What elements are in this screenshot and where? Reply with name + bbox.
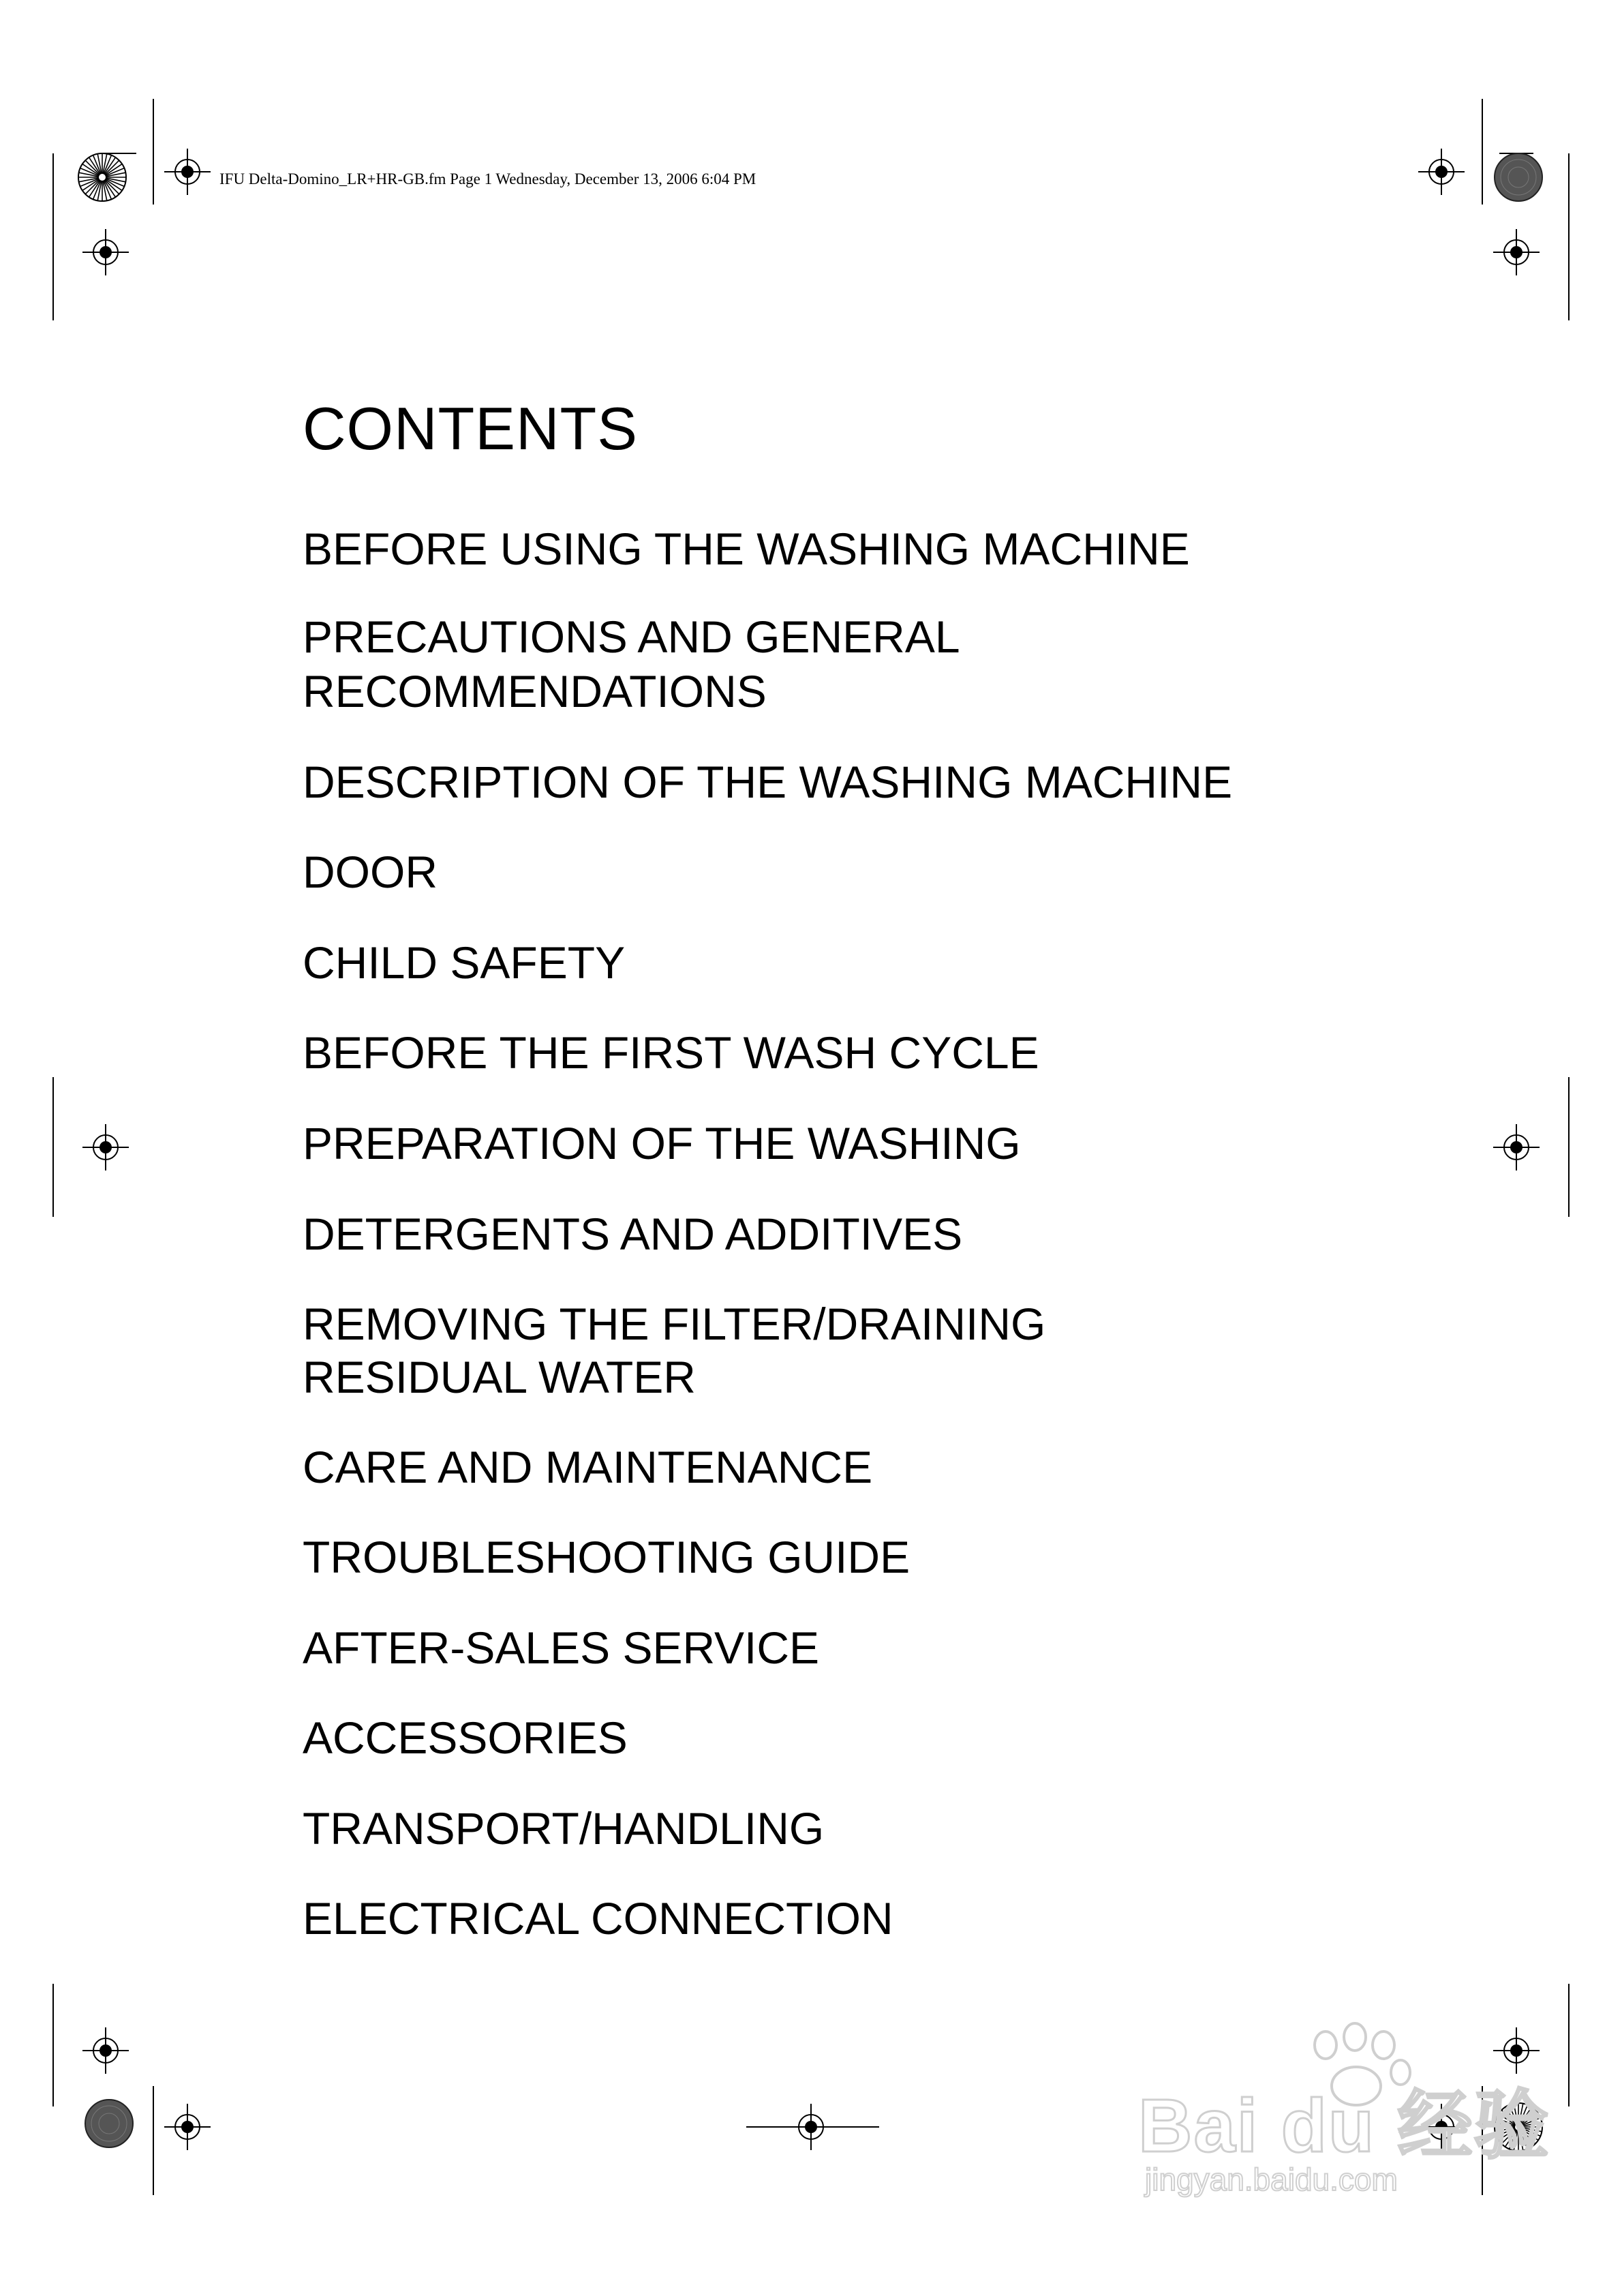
toc-item: DOOR <box>303 847 438 897</box>
solid-registration-circle-icon <box>85 2100 133 2147</box>
registration-target-icon <box>1493 229 1540 275</box>
solid-registration-circle-icon <box>1495 153 1542 201</box>
toc-item: RECOMMENDATIONS <box>303 666 767 716</box>
registration-target-icon <box>164 149 211 195</box>
toc-item: TROUBLESHOOTING GUIDE <box>303 1532 911 1582</box>
toc-item: BEFORE USING THE WASHING MACHINE <box>303 524 1190 574</box>
registration-target-icon <box>82 229 129 275</box>
toc-item: CHILD SAFETY <box>303 937 626 988</box>
toc-item: DESCRIPTION OF THE WASHING MACHINE <box>303 757 1233 807</box>
toc-item: REMOVING THE FILTER/DRAINING <box>303 1299 1046 1349</box>
registration-target-icon <box>82 2027 129 2074</box>
watermark-brand: Bai du 经验 <box>1138 2084 1550 2168</box>
toc-item: ELECTRICAL CONNECTION <box>303 1893 893 1944</box>
toc-item: DETERGENTS AND ADDITIVES <box>303 1209 963 1259</box>
toc-item: PRECAUTIONS AND GENERAL <box>303 611 960 662</box>
toc-item: CARE AND MAINTENANCE <box>303 1442 873 1492</box>
registration-target-icon <box>164 2104 211 2150</box>
contents-title: CONTENTS <box>303 395 638 462</box>
registration-target-icon <box>1493 1124 1540 1170</box>
registration-target-icon <box>1418 149 1465 195</box>
file-info-header: IFU Delta-Domino_LR+HR-GB.fm Page 1 Wednesday, December 13, 2006 6:04 PM <box>219 170 756 187</box>
registration-target-icon <box>82 1124 129 1170</box>
registration-target-icon <box>788 2104 834 2150</box>
toc-item: TRANSPORT/HANDLING <box>303 1803 825 1854</box>
toc-item: BEFORE THE FIRST WASH CYCLE <box>303 1027 1039 1078</box>
toc-item: RESIDUAL WATER <box>303 1352 696 1402</box>
watermark-url: jingyan.baidu.com <box>1145 2162 1398 2197</box>
toc-item: ACCESSORIES <box>303 1712 628 1763</box>
toc-item: AFTER-SALES SERVICE <box>303 1622 820 1673</box>
starburst-registration-icon <box>78 153 126 201</box>
toc-item: PREPARATION OF THE WASHING <box>303 1118 1021 1168</box>
